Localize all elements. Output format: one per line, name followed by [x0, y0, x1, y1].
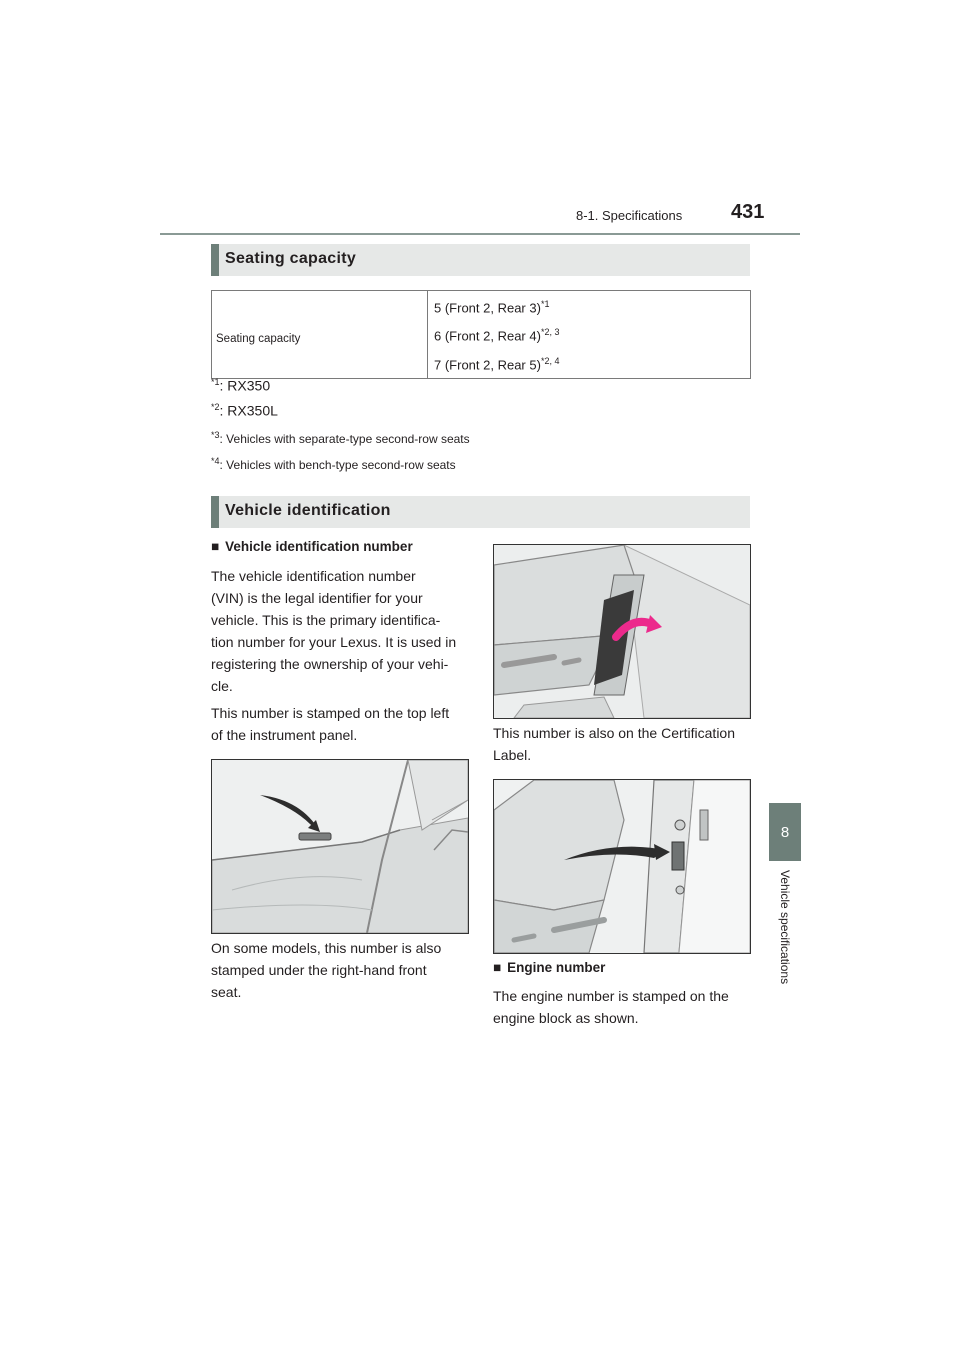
- footnote-1: $^{*1}$: RX350: [211, 377, 271, 394]
- bullet-icon: ■: [493, 960, 502, 975]
- chapter-label: [770, 870, 800, 1020]
- page-number: 431: [731, 201, 765, 223]
- vehicle-id-heading: [211, 496, 750, 528]
- vin-description: The vehicle identification number (VIN) is the legal identifier for your vehicle. This is the primary identifica- tion number for your Lexus. It is used in registering the ownership of your vehi- cle.: [211, 568, 457, 694]
- cert-label-text: This number is also on the Certification Label.: [493, 725, 735, 763]
- seating-row-1: 5 (Front 2, Rear 3)$^{*1}$: [434, 299, 550, 316]
- seating-table: [211, 290, 751, 379]
- bullet-icon: ■: [211, 539, 220, 554]
- footnote-4: $^{*4}$: Vehicles with bench-type second-row seats: [211, 456, 456, 472]
- vin-location-text: This number is stamped on the top left of the instrument panel.: [211, 705, 450, 743]
- footnote-2: $^{*2}$: RX350L: [211, 402, 278, 419]
- certification-label-figure: [493, 779, 751, 954]
- instrument-panel-figure: [211, 759, 469, 934]
- chapter-number: 8: [780, 823, 790, 841]
- heading-bar: [211, 496, 219, 528]
- instrument-panel-illustration: [212, 760, 468, 933]
- seating-row-2: 6 (Front 2, Rear 4)$^{*2, 3}$: [434, 327, 560, 344]
- section-title: 8-1. Specifications: [576, 208, 683, 223]
- seating-heading: [211, 244, 750, 276]
- some-models-text: On some models, this number is also stamped under the right-hand front seat.: [211, 940, 442, 1000]
- engine-number-subheading: ■ Engine number: [493, 960, 606, 975]
- vehicle-id-heading-text: Vehicle identification: [225, 502, 391, 519]
- seating-table-values: [428, 291, 751, 379]
- footnote-3: $^{*3}$: Vehicles with separate-type second-row seats: [211, 430, 470, 446]
- chapter-tab: [769, 803, 801, 861]
- chapter-label-text: Vehicle specifications: [778, 870, 792, 985]
- seating-heading-text: Seating capacity: [225, 250, 357, 267]
- seating-table-label: Seating capacity: [212, 291, 428, 379]
- vin-subheading: ■ Vehicle identification number: [211, 539, 413, 554]
- header-divider: [160, 233, 800, 235]
- engine-number-text: The engine number is stamped on the engine block as shown.: [493, 988, 729, 1026]
- table-row: [212, 291, 751, 379]
- certification-label-illustration: [494, 780, 750, 953]
- under-seat-illustration: [494, 545, 750, 718]
- seating-row-3: 7 (Front 2, Rear 5)$^{*2, 4}$: [434, 355, 560, 372]
- under-seat-figure: [493, 544, 751, 719]
- heading-bar: [211, 244, 219, 276]
